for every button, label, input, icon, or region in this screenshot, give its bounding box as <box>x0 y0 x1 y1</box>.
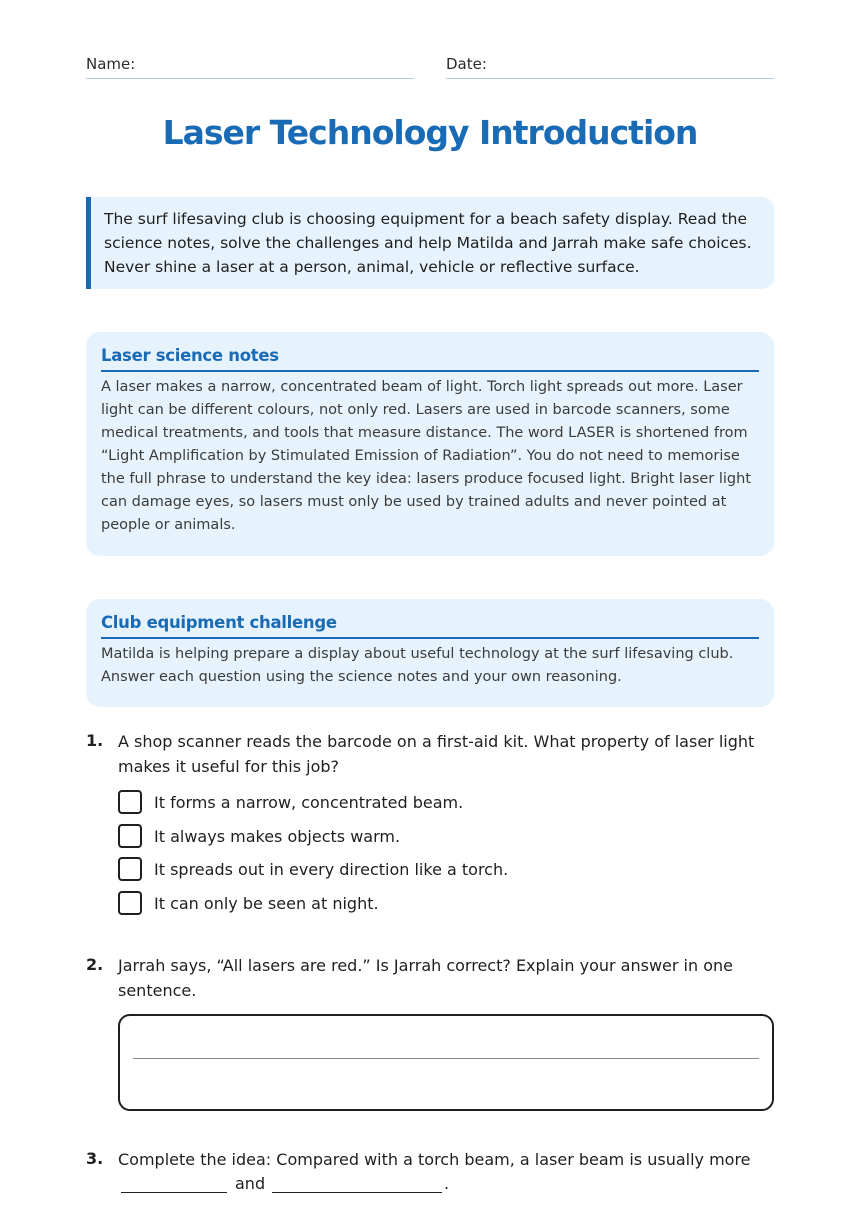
checkbox[interactable] <box>118 891 142 915</box>
answer-box[interactable] <box>118 1014 774 1111</box>
question-1-option[interactable] <box>118 889 379 917</box>
option-label: It can only be seen at night. <box>154 893 379 913</box>
checkbox[interactable] <box>118 824 142 848</box>
question-1-option[interactable] <box>118 855 508 883</box>
question-1-option[interactable] <box>118 788 463 816</box>
challenge-body: Matilda is helping prepare a display about useful technology at the surf lifesaving club. Answer each question using the science notes and your own reasoning. <box>101 646 734 685</box>
challenge-panel <box>86 599 774 707</box>
checkbox[interactable] <box>118 790 142 814</box>
name-label: Name: <box>86 55 136 73</box>
blank-2[interactable] <box>272 1192 442 1193</box>
page-title: Laser Technology Introduction <box>162 113 698 152</box>
science-notes-body: A laser makes a narrow, concentrated beam of light. Torch light spreads out more. Laser light can be different colours, not only red. Lasers are used in barcode scanners, some medical treatments, and tools that measure distance. The word LASER is shortened from “Light Amplification by Stimulated Emission of Radiation”. You do not need to memorise the full phrase to understand the key idea: lasers produce focused light. Bright laser light can damage eyes, so lasers must only be used by trained adults and never pointed at people or animals. <box>101 379 752 533</box>
question-3-text: Complete the idea: Compared with a torch beam, a laser beam is usually more <box>118 1150 751 1169</box>
blank-1[interactable] <box>121 1192 227 1193</box>
intro-text: The surf lifesaving club is choosing equipment for a beach safety display. Read the science notes, solve the challenges and help Matilda and Jarrah make safe choices. Never shine a laser at a person, animal, vehicle or reflective surface. <box>104 210 752 276</box>
option-label: It spreads out in every direction like a torch. <box>154 859 509 879</box>
answer-line <box>133 1058 759 1059</box>
science-notes-panel <box>86 332 774 556</box>
science-notes-title: Laser science notes <box>101 346 759 372</box>
question-1-text: A shop scanner reads the barcode on a first-aid kit. What property of laser light makes it useful for this job? <box>118 732 755 776</box>
question-2-number: 2. <box>86 955 104 974</box>
question-2-text: Jarrah says, “All lasers are red.” Is Jarrah correct? Explain your answer in one sentence. <box>118 956 733 1000</box>
question-1-number: 1. <box>86 731 104 750</box>
intro-callout <box>86 197 774 289</box>
option-label: It always makes objects warm. <box>154 826 401 846</box>
date-field[interactable] <box>446 78 774 79</box>
date-label: Date: <box>446 55 487 73</box>
checkbox[interactable] <box>118 857 142 881</box>
question-1-option[interactable] <box>118 822 400 850</box>
sentence-end: . <box>444 1174 450 1193</box>
name-field[interactable] <box>86 78 414 79</box>
challenge-title: Club equipment challenge <box>101 613 759 639</box>
option-label: It forms a narrow, concentrated beam. <box>154 792 464 812</box>
question-3-number: 3. <box>86 1149 104 1168</box>
blank-connector: and <box>235 1174 266 1193</box>
